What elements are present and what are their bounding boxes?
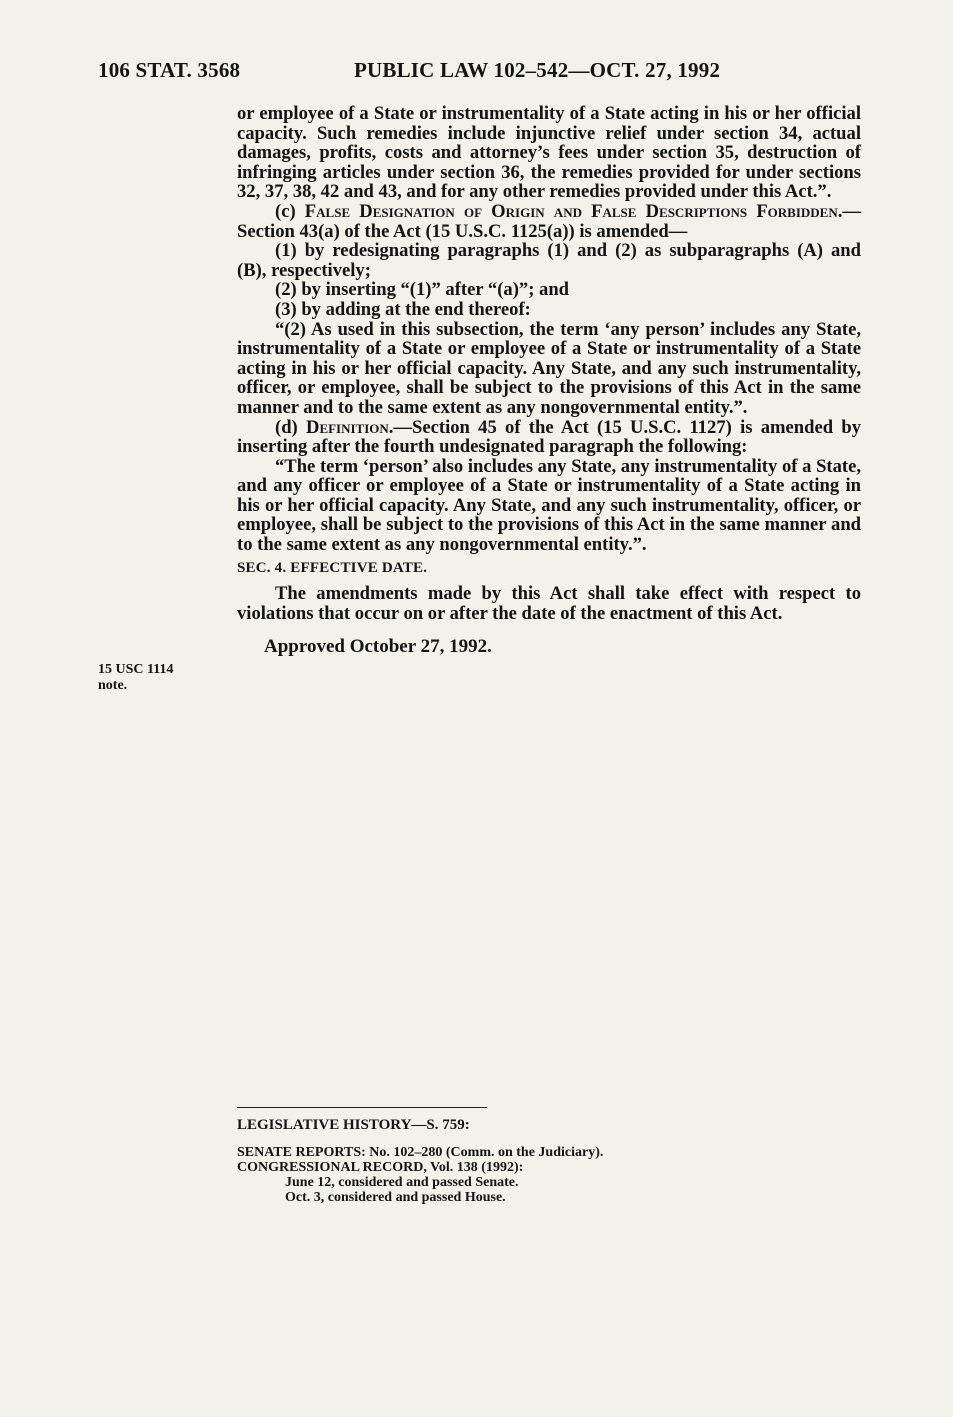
subsection-d-heading: Definition. bbox=[306, 416, 394, 438]
running-head: PUBLIC LAW 102–542—OCT. 27, 1992 bbox=[354, 58, 721, 82]
stat-citation: 106 STAT. 3568 bbox=[98, 58, 241, 82]
subsection-c-item-2: (2) by inserting “(1)” after “(a)”; and bbox=[275, 279, 570, 301]
subsection-c-quote: “(2) As used in this subsection, the term ‘any person’ includes any State, instrumentality of a State or employee of a State or instrumentality of a State acting in his or her official capacity. Any State, and any such instrumentality, officer, or employee, shall be subject to the provisions of this Act in the same manner and to the same extent as any nongovernmental entity.”. bbox=[237, 318, 861, 418]
record-entry: Oct. 3, considered and passed House. bbox=[285, 1190, 506, 1205]
senate-reports: SENATE REPORTS: No. 102–280 (Comm. on the Judiciary). bbox=[237, 1145, 604, 1160]
subsection-c-heading: False Designation of Origin and False Descriptions Forbidden. bbox=[304, 200, 843, 222]
approval-date: Approved October 27, 1992. bbox=[264, 636, 492, 658]
margin-note-line-2: note. bbox=[98, 678, 128, 693]
record-entry: June 12, considered and passed Senate. bbox=[285, 1175, 519, 1190]
subsection-c-item-1: (1) by redesignating paragraphs (1) and (2) as subparagraphs (A) and (B), respectively; bbox=[237, 240, 861, 281]
subsection-d-quote: “The term ‘person’ also includes any State, any instrumentality of a State, and any officer or employee of a State or instrumentality of a State acting in his or her official capacity. Any State, and any such instrumentality, officer, or employee, shall be subject to the provisions of this Act in the same manner and to the same extent as any nongovernmental entity.”. bbox=[237, 455, 861, 556]
congressional-record: CONGRESSIONAL RECORD, Vol. 138 (1992): bbox=[237, 1160, 524, 1175]
legislative-history-rule bbox=[237, 1107, 487, 1108]
subsection-d bbox=[237, 418, 861, 457]
subsection-d-label: (d) bbox=[275, 416, 298, 438]
subsection-c-text: —Section 43(a) of the Act (15 U.S.C. 1125(a)) is amended— bbox=[237, 200, 861, 242]
subsection-d-text: —Section 45 of the Act (15 U.S.C. 1127) is amended by inserting after the fourth undesignated paragraph the following: bbox=[237, 416, 861, 458]
margin-note bbox=[98, 662, 218, 694]
section-4-heading: SEC. 4. EFFECTIVE DATE. bbox=[237, 559, 428, 576]
paragraph-continuation: or employee of a State or instrumentality of a State acting in his or her official capacity. Such remedies include injunctive relief under section 34, actual damages, profits, costs and attorney’s fees under section 35, destruction of infringing articles under section 36, the remedies provided for under sections 32, 37, 38, 42 and 43, and for any other remedies provided under this Act.”. bbox=[237, 103, 861, 203]
body-text bbox=[237, 104, 861, 657]
margin-note-line-1: 15 USC 1114 bbox=[98, 662, 174, 677]
legislative-history-title: LEGISLATIVE HISTORY—S. 759: bbox=[237, 1117, 470, 1133]
legislative-history bbox=[237, 1107, 757, 1205]
subsection-c-item-3: (3) by adding at the end thereof: bbox=[275, 298, 531, 320]
subsection-c bbox=[237, 202, 861, 241]
section-4-text: The amendments made by this Act shall take effect with respect to violations that occur on or after the date of the enactment of this Act. bbox=[237, 583, 861, 624]
subsection-c-label: (c) bbox=[275, 200, 296, 222]
